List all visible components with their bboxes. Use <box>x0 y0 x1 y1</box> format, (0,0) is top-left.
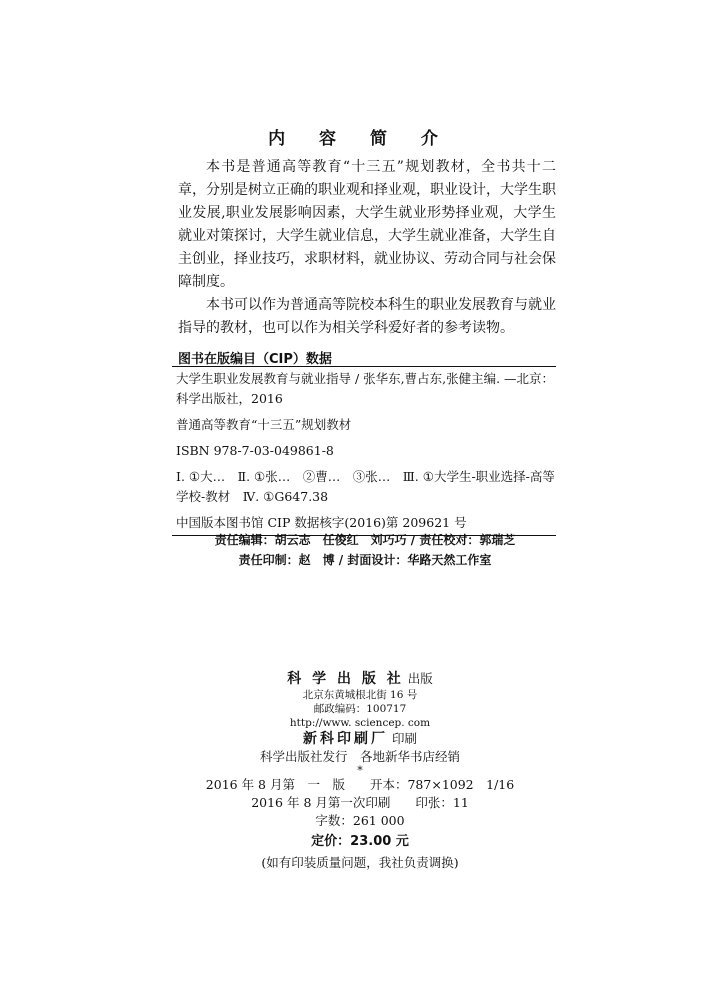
publication-info <box>0 670 720 872</box>
summary-text <box>178 156 556 340</box>
editors-credits <box>170 530 560 570</box>
printer-name: 新科印刷厂 <box>303 731 388 747</box>
quality-note: (如有印装质量问题，我社负责调换) <box>261 855 459 870</box>
distribution-line: 科学出版社发行 各地新华书店经销 <box>259 749 460 764</box>
cip-title-line: 大学生职业发展教育与就业指导 / 张华东,曹占东,张健主编. —北京：科学出版社，2016 <box>176 371 555 406</box>
summary-title: 内 容 简 介 <box>268 129 452 149</box>
publisher-suffix: 出版 <box>407 671 433 686</box>
publisher-name: 科 学 出 版 社 <box>287 671 404 687</box>
publisher-url: http://www. sciencep. com <box>289 717 431 729</box>
publisher-address: 北京东黄城根北街 16 号 <box>302 689 418 701</box>
cip-classification-line: Ⅰ. ①大… Ⅱ. ①张… ②曹… ③张… Ⅲ. ①大学生-职业选择-高等学校-教材 Ⅳ. ①G647.38 <box>176 469 555 504</box>
cip-number-line: 中国版本图书馆 CIP 数据核字(2016)第 209621 号 <box>176 515 467 530</box>
cip-data-block <box>172 366 556 536</box>
editors-line-2: 责任印制：赵 博 / 封面设计：华路天然工作室 <box>238 553 492 567</box>
price: 定价：23.00 元 <box>311 834 409 849</box>
editors-line-1: 责任编辑：胡云志 任俊红 刘巧巧 / 责任校对：郭瑞芝 <box>214 533 516 547</box>
cip-isbn-line: ISBN 978-7-03-049861-8 <box>176 443 334 458</box>
summary-paragraph: 本书可以作为普通高等院校本科生的职业发展教育与就业指导的教材，也可以作为相关学科爱好者的参考读物。 <box>178 297 556 336</box>
cip-heading: 图书在版编目（CIP）数据 <box>178 352 332 367</box>
edition-line: 2016 年 8 月第 一 版 开本：787×1092 1/16 <box>205 777 515 792</box>
publisher-postcode: 邮政编码：100717 <box>313 703 407 715</box>
cip-series-line: 普通高等教育“十三五”规划教材 <box>176 417 352 432</box>
printer-suffix: 印刷 <box>391 731 417 746</box>
separator-star: * <box>357 764 363 777</box>
word-count: 字数：261 000 <box>315 813 405 828</box>
printing-line: 2016 年 8 月第一次印刷 印张：11 <box>251 795 469 810</box>
summary-paragraph: 本书是普通高等教育“十三五”规划教材，全书共十二章，分别是树立正确的职业观和择业观，职业设计，大学生职业发展,职业发展影响因素，大学生就业形势择业观，大学生就业对策探讨，大学生就业信息，大学生就业准备，大学生自主创业，择业技巧，求职材料，就业协议、劳动合同与社会保障制度。 <box>178 159 556 290</box>
